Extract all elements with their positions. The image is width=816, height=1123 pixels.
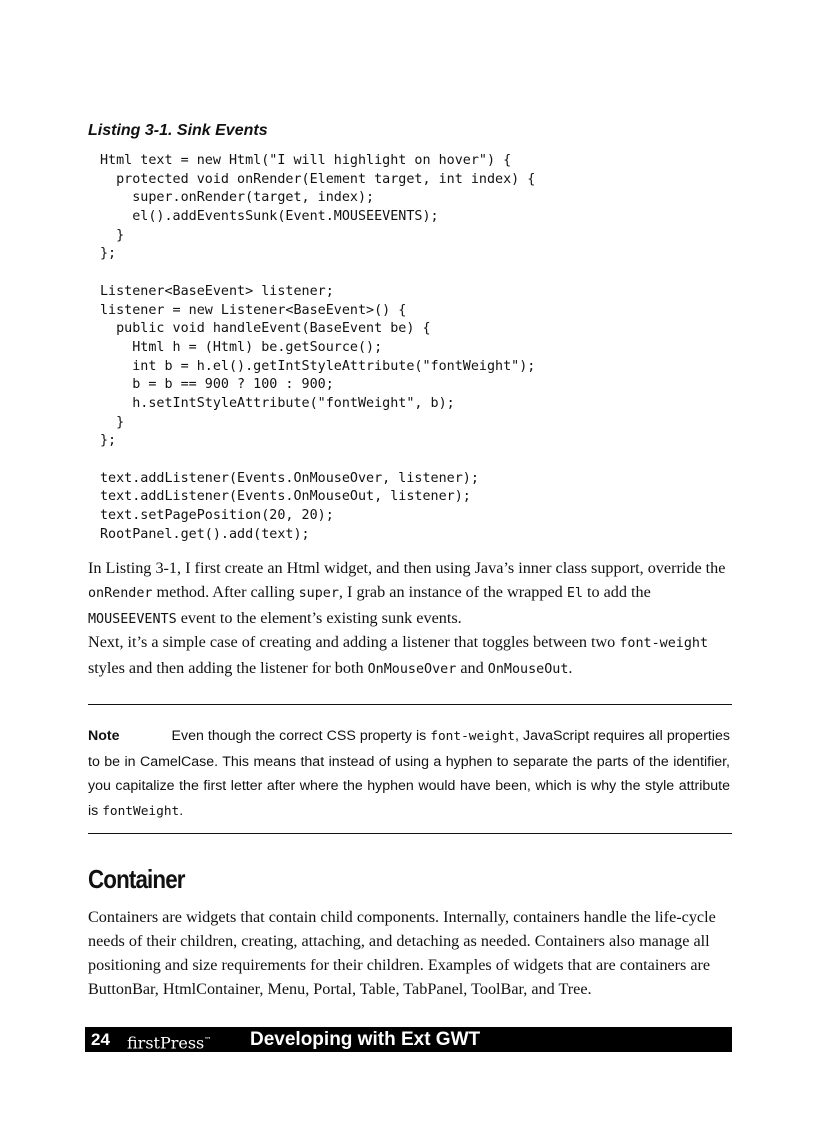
code-inline: fontWeight <box>102 803 180 819</box>
page-footer-bar <box>85 1027 732 1052</box>
section-heading: Container <box>88 864 185 894</box>
code-line <box>100 264 535 283</box>
note-box <box>88 724 730 824</box>
publisher-name: firstPress <box>127 1033 205 1053</box>
code-line <box>100 451 535 470</box>
note-top-rule <box>88 704 732 705</box>
code-inline: MOUSEEVENTS <box>88 612 177 627</box>
code-line: b = b == 900 ? 100 : 900; <box>100 377 334 393</box>
note-label: Note <box>88 728 120 744</box>
code-inline: El <box>566 586 583 601</box>
text-run: . <box>179 802 184 819</box>
code-line: int b = h.el().getIntStyleAttribute("fontWeight"); <box>100 358 536 374</box>
code-inline: OnMouseOver <box>367 662 457 677</box>
paragraph-listener-explanation <box>88 630 728 682</box>
code-line: } <box>100 414 125 430</box>
text-run: , I grab an instance of the wrapped <box>338 583 567 601</box>
code-line: public void handleEvent(BaseEvent be) { <box>100 321 431 337</box>
code-line: listener = new Listener<BaseEvent>() { <box>100 302 407 318</box>
code-line: }; <box>100 246 117 262</box>
code-line: el().addEventsSunk(Event.MOUSEEVENTS); <box>100 209 439 225</box>
code-line: Html text = new Html("I will highlight on hover") { <box>100 153 512 168</box>
code-inline: font-weight <box>619 636 709 651</box>
code-line: Listener<BaseEvent> listener; <box>100 283 334 299</box>
code-line: text.addListener(Events.OnMouseOver, listener); <box>100 470 479 486</box>
book-title: Developing with Ext GWT <box>250 1029 481 1050</box>
text-run: Even though the correct CSS property is <box>171 728 431 744</box>
text-run: method. After calling <box>152 583 299 601</box>
code-line: } <box>100 227 125 243</box>
text-run: to add the <box>582 583 651 601</box>
code-listing <box>100 152 535 544</box>
code-line: protected void onRender(Element target, int index) { <box>100 171 536 187</box>
text-run: styles and then adding the listener for both <box>88 659 368 677</box>
code-line: RootPanel.get().add(text); <box>100 526 310 542</box>
text-run: , JavaScript requires all properties to be in CamelCase. This means that instead of using a hyphen to separate the parts of the identifier, you capitalize the first letter after where the hyphen would have been, which is why the style attribute is <box>88 728 730 819</box>
note-bottom-rule <box>88 833 732 834</box>
paragraph-listing-explanation <box>88 556 728 632</box>
paragraph-container-description: Containers are widgets that contain child components. Internally, containers handle the life-cycle needs of their children, creating, attaching, and detaching as needed. Containers also manage all positioning and size requirements for their children. Examples of widgets that are containers are ButtonBar, HtmlContainer, Menu, Portal, Table, TabPanel, ToolBar, and Tree. <box>88 908 716 998</box>
code-line: text.addListener(Events.OnMouseOut, listener); <box>100 489 471 505</box>
page-number: 24 <box>91 1030 110 1049</box>
code-line: h.setIntStyleAttribute("fontWeight", b); <box>100 395 455 411</box>
text-run: and <box>456 659 488 677</box>
code-inline: super <box>298 586 339 601</box>
code-line: Html h = (Html) be.getSource(); <box>100 339 383 355</box>
code-inline: font-weight <box>430 729 516 744</box>
trademark-mark: ™ <box>204 1036 212 1044</box>
code-inline: onRender <box>88 586 153 601</box>
text-run: Next, it’s a simple case of creating and adding a listener that toggles between two <box>88 633 620 651</box>
code-line: }; <box>100 433 117 449</box>
text-run: In Listing 3-1, I first create an Html widget, and then using Java’s inner class support, override the <box>88 559 726 577</box>
publisher-logo <box>127 1029 211 1054</box>
code-line: text.setPagePosition(20, 20); <box>100 508 334 524</box>
listing-caption: Listing 3-1. Sink Events <box>88 122 268 139</box>
code-inline: OnMouseOut <box>487 662 569 677</box>
text-run: event to the element’s existing sunk events. <box>176 609 462 627</box>
text-run: . <box>568 659 573 677</box>
code-line: super.onRender(target, index); <box>100 190 375 206</box>
